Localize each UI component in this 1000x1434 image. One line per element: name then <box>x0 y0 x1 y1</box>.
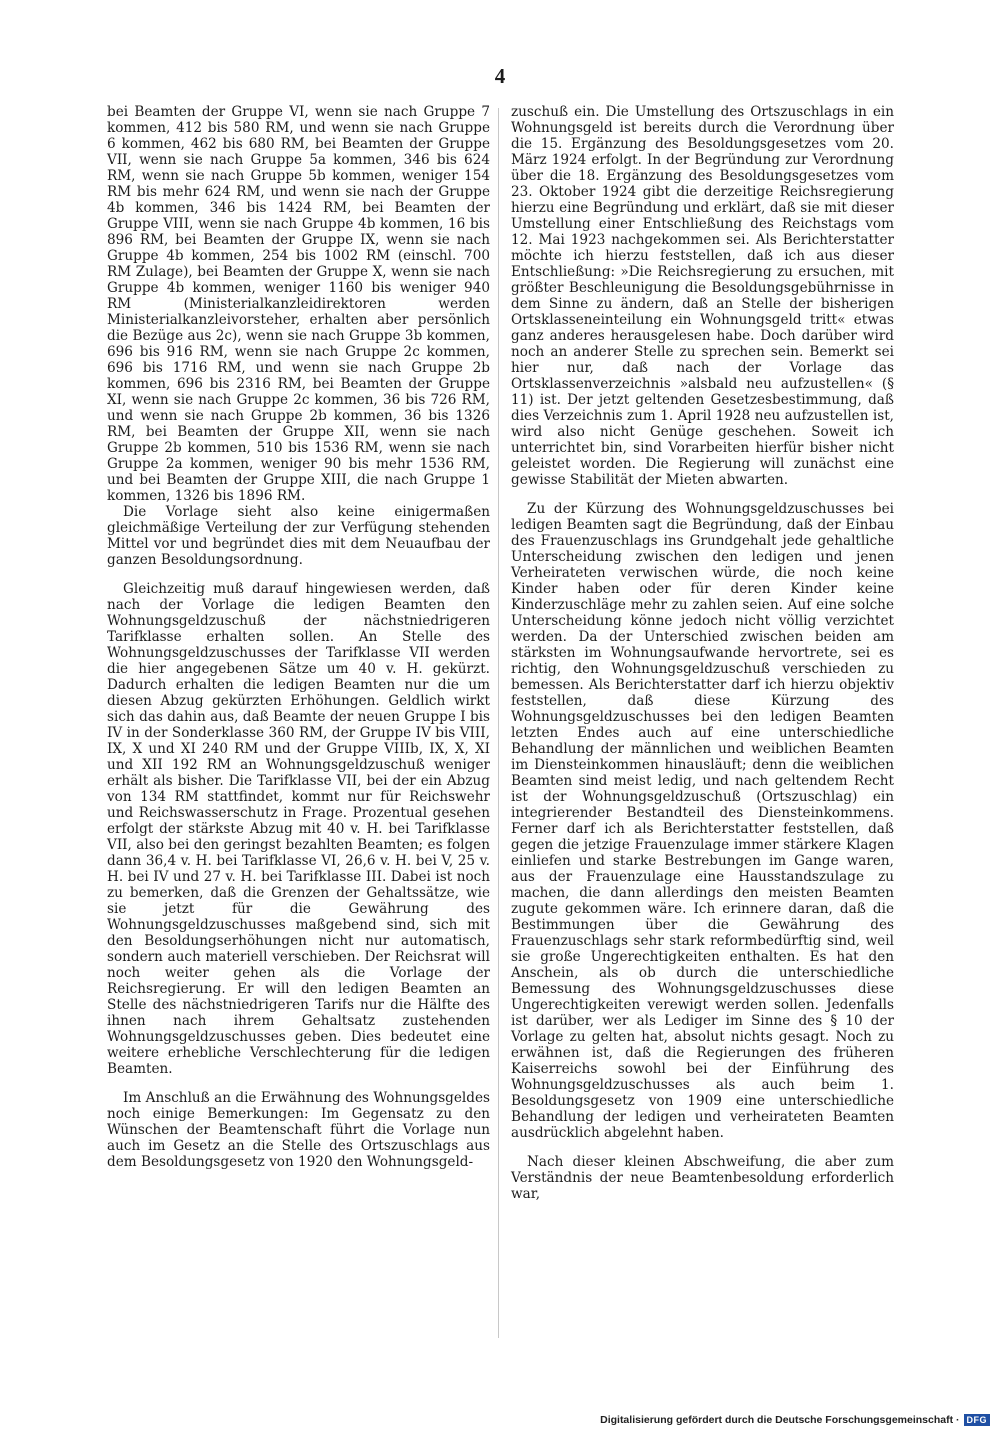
paragraph: bei Beamten der Gruppe VI, wenn sie nach Gruppe 7 kommen, 412 bis 580 RM, und wenn sie nach Gruppe 6 kommen, 462 bis 680 RM, bei Beamten der Gruppe VII, wenn sie nach Gruppe 5a kommen, 346 bis 624 RM, wenn sie nach Gruppe 5b kommen, weniger 154 RM bis mehr 624 RM, und wenn sie nach der Gruppe 4b kommen, 346 bis 1424 RM, bei Beamten der Gruppe VIII, wenn sie nach Gruppe 4b kommen, 16 bis 896 RM, bei Beamten der Gruppe IX, wenn sie nach Gruppe 4b kommen, 254 bis 1002 RM (einschl. 700 RM Zulage), bei Beamten der Gruppe X, wenn sie nach Gruppe 4b kommen, weniger 1160 bis weniger 940 RM (Ministerialkanzleidirektoren werden Ministerialkanzleivorsteher, erhalten aber persönlich die Bezüge aus 2c), wenn sie nach Gruppe 3b kommen, 696 bis 916 RM, wenn sie nach Gruppe 2c kommen, 696 bis 1716 RM, und wenn sie nach Gruppe 2b kommen, 696 bis 2316 RM, bei Beamten der Gruppe XI, wenn sie nach Gruppe 2c kommen, 36 bis 726 RM, und wenn sie nach Gruppe 2b kommen, 36 bis 1326 RM, bei Beamten der Gruppe XII, wenn sie nach Gruppe 2b kommen, 510 bis 1536 RM, wenn sie nach Gruppe 2a kommen, weniger 90 bis mehr 1536 RM, und bei Beamten der Gruppe XIII, die nach Gruppe 1 kommen, 1326 bis 1896 RM. <box>107 104 490 504</box>
paragraph: Zu der Kürzung des Wohnungsgeldzuschusses bei ledigen Beamten sagt die Begründung, daß der Einbau des Frauenzuschlags ins Grundgehalt jede gehaltliche Unterscheidung zwischen den ledigen und jenen Verheirateten verwischen würde, die noch keine Kinder haben oder für deren Kinder keine Kinderzuschläge mehr zu zahlen seien. Auf eine solche Unterscheidung könne jedoch nicht völlig verzichtet werden. Da der Unterschied zwischen beiden am stärksten im Wohnungsaufwande hervortrete, sei es richtig, den Wohnungsgeldzuschuß verschieden zu bemessen. Als Berichterstatter darf ich hierzu objektiv feststellen, daß diese Kürzung des Wohnungsgeldzuschusses bei den ledigen Beamten letzten Endes auch auf eine unterschiedliche Behandlung der männlichen und weiblichen Beamten im Diensteinkommen hinausläuft; denn die weiblichen Beamten sind meist ledig, und nach geltendem Recht ist der Wohnungsgeldzuschuß (Ortszuschlag) ein integrierender Bestandteil des Diensteinkommens. Ferner darf ich als Berichterstatter feststellen, daß gegen die jetzige Frauenzulage immer stärkere Klagen einliefen und starke Bestrebungen im Gange waren, aus der Frauenzulage eine Hausstandszulage zu machen, die dann allerdings den meisten Beamten zugute gekommen wäre. Ich erinnere daran, daß die Bestimmungen über die Gewährung des Frauenzuschlags sehr stark reformbedürftig sind, weil sie große Ungerechtigkeiten enthalten. Es hat den Anschein, als ob durch die unterschiedliche Bemessung des Wohnungsgeldzuschusses diese Ungerechtigkeiten verewigt werden sollen. Jedenfalls ist darüber, wer als Lediger im Sinne des § 10 der Vorlage zu gelten hat, absolut nichts gesagt. Noch zu erwähnen ist, daß die Regierungen des früheren Kaiserreichs sowohl bei der Einführung des Wohnungsgeldzuschusses als auch beim 1. Besoldungsgesetz von 1909 eine unterschiedliche Behandlung der ledigen und verheirateten Beamten ausdrücklich abgelehnt haben. <box>511 501 894 1141</box>
right-text-column <box>511 104 894 1202</box>
paragraph: zuschuß ein. Die Umstellung des Ortszuschlags in ein Wohnungsgeld ist bereits durch die Verordnung über die 15. Ergänzung des Besoldungsgesetzes vom 20. März 1924 erfolgt. In der Begründung zur Verordnung über die 18. Ergänzung des Besoldungsgesetzes vom 23. Oktober 1924 gibt die derzeitige Reichsregierung hierzu eine Begründung und erklärt, daß sie mit dieser Umstellung einer Entschließung des Reichstags vom 12. Mai 1923 nachgekommen sei. Als Berichterstatter möchte ich hierzu feststellen, daß ich aus dieser Entschließung: »Die Reichsregierung zu ersuchen, mit größter Beschleunigung die Besoldungsgebührnisse in dem Sinne zu ändern, daß an Stelle der bisherigen Ortsklasseneinteilung ein Wohnungsgeld tritt« etwas ganz anderes herausgelesen habe. Doch darüber wird noch an anderer Stelle zu sprechen sein. Bemerkt sei hier nur, daß nach der Vorlage das Ortsklassenverzeichnis »alsbald neu aufzustellen« (§ 11) ist. Der jetzt geltenden Gesetzesbestimmung, daß dies Verzeichnis zum 1. April 1928 neu aufzustellen ist, wird also nicht Genüge geschehen. Soweit ich unterrichtet bin, sind Vorarbeiten hierfür bisher nicht geleistet worden. Die Regierung will zunächst eine gewisse Stabilität der Mieten abwarten. <box>511 104 894 488</box>
page-number: 4 <box>494 64 506 88</box>
paragraph: Gleichzeitig muß darauf hingewiesen werden, daß nach der Vorlage die ledigen Beamten den Wohnungsgeldzuschuß der nächstniedrigeren Tarifklasse erhalten sollen. An Stelle des Wohnungsgeldzuschusses der Tarifklasse VII werden die hier angegebenen Sätze um 40 v. H. gekürzt. Dadurch erhalten die ledigen Beamten nur die um diesen Abzug gekürzten Erhöhungen. Geldlich wirkt sich das dahin aus, daß Beamte der neuen Gruppe I bis IV in der Sonderklasse 360 RM, der Gruppe IV bis VIII, IX, X und XI 240 RM und der Gruppe VIIIb, IX, X, XI und XII 192 RM an Wohnungsgeldzuschuß weniger erhält als bisher. Die Tarifklasse VII, bei der ein Abzug von 134 RM stattfindet, kommt nur für Reichswehr und Reichswasserschutz in Frage. Prozentual gesehen erfolgt der stärkste Abzug mit 40 v. H. bei Tarifklasse VII, also bei den geringst bezahlten Beamten; es folgen dann 36,4 v. H. bei Tarifklasse VI, 26,6 v. H. bei V, 25 v. H. bei IV und 27 v. H. bei Tarifklasse III. Dabei ist noch zu bemerken, daß die Grenzen der Gehaltssätze, wie sie jetzt für die Gewährung des Wohnungsgeldzuschusses maßgebend sind, sich mit den Besoldungserhöhungen nicht nur automatisch, sondern auch materiell verschieben. Der Reichsrat will noch weiter gehen als die Vorlage der Reichsregierung. Er will den ledigen Beamten an Stelle des nächstniedrigeren Tarifs nur die Hälfte des ihnen nach ihrem Gehaltsatz zustehenden Wohnungsgeldzuschusses geben. Dies bedeutet eine weitere erhebliche Verschlechterung für die ledigen Beamten. <box>107 581 490 1077</box>
paragraph: Nach dieser kleinen Abschweifung, die aber zum Verständnis der neue Beamtenbesoldung erforderlich war, <box>511 1154 894 1202</box>
paragraph: Im Anschluß an die Erwähnung des Wohnungsgeldes noch einige Bemerkungen: Im Gegensatz zu den Wünschen der Beamtenschaft führt die Vorlage nun auch im Gesetz an die Stelle des Ortszuschlags aus dem Besoldungsgesetz von 1920 den Wohnungsgeld- <box>107 1090 490 1170</box>
credit-text: Digitalisierung gefördert durch die Deutsche Forschungsgemeinschaft · <box>600 1414 960 1426</box>
digitization-credit <box>600 1414 990 1426</box>
column-divider <box>498 108 499 1338</box>
paragraph: Die Vorlage sieht also keine einigermaßen gleichmäßige Verteilung der zur Verfügung stehenden Mittel vor und begründet dies mit dem Neuaufbau der ganzen Besoldungsordnung. <box>107 504 490 568</box>
dfg-logo-icon: DFG <box>964 1414 991 1426</box>
left-text-column <box>107 104 490 1170</box>
